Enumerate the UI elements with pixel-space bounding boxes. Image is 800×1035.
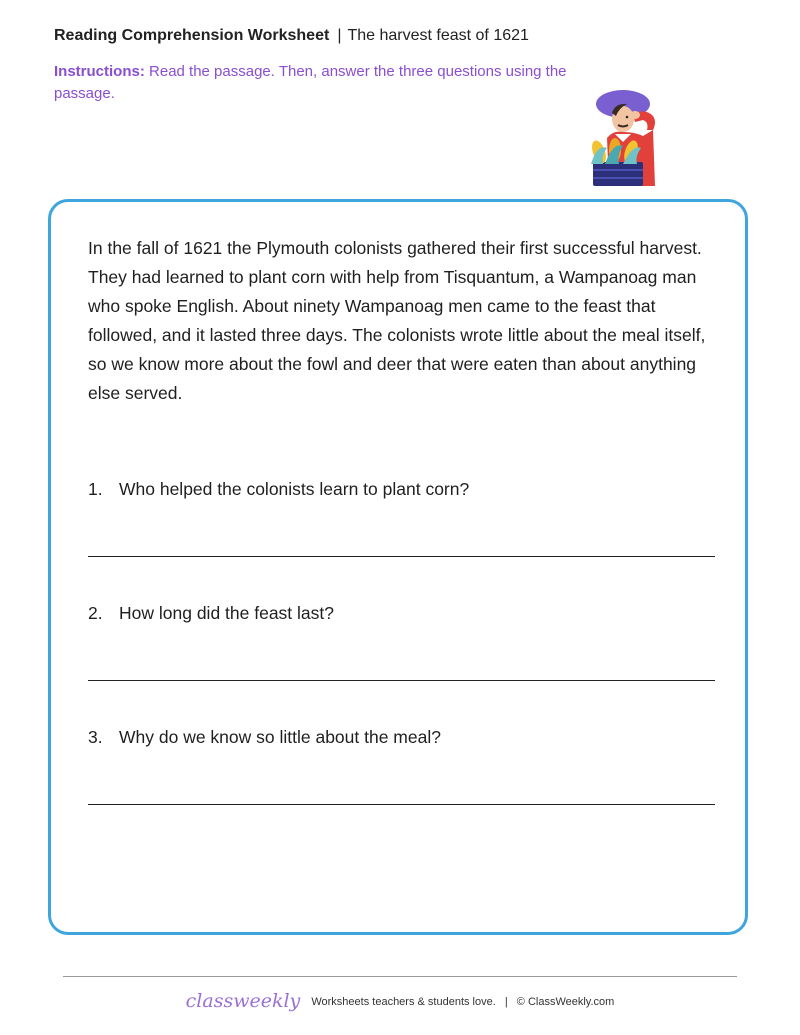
footer-copyright: © ClassWeekly.com [516,996,615,1008]
question-number: 3. [88,727,103,747]
footer-divider [63,976,737,977]
worksheet-title: Reading Comprehension Worksheet [54,27,330,44]
worksheet-card [48,199,748,935]
instructions [54,61,574,105]
question-text: Why do we know so little about the meal? [119,727,441,747]
question-2 [88,601,334,625]
answer-line-2[interactable] [88,680,715,681]
answer-line-1[interactable] [88,556,715,557]
instructions-label: Instructions: [54,63,145,80]
question-1 [88,477,469,501]
question-number: 1. [88,479,103,499]
instructions-text: Read the passage. Then, answer the three questions using the passage. [54,63,567,102]
question-number: 2. [88,603,103,623]
question-text: Who helped the colonists learn to plant corn? [119,479,470,499]
pilgrim-illustration [583,86,687,190]
footer-separator: | [504,996,508,1008]
footer [0,988,800,1015]
header-separator: | [337,27,342,44]
footer-tagline: Worksheets teachers & students love. [311,996,496,1008]
worksheet-subtitle: The harvest feast of 1621 [347,27,529,44]
classweekly-logo: classweekly [185,990,301,1012]
answer-line-3[interactable] [88,804,715,805]
reading-passage: In the fall of 1621 the Plymouth colonists gathered their first successful harvest. They had learned to plant corn with help from Tisquantum, a Wampanoag man who spoke English. About ninety Wampanoag men came to the feast that followed, and it lasted three days. The colonists wrote little about the meal itself, so we know more about the fowl and deer that were eaten than about anything else served. [88,238,706,403]
worksheet-header [54,26,529,46]
question-3 [88,725,441,749]
question-text: How long did the feast last? [119,603,334,623]
